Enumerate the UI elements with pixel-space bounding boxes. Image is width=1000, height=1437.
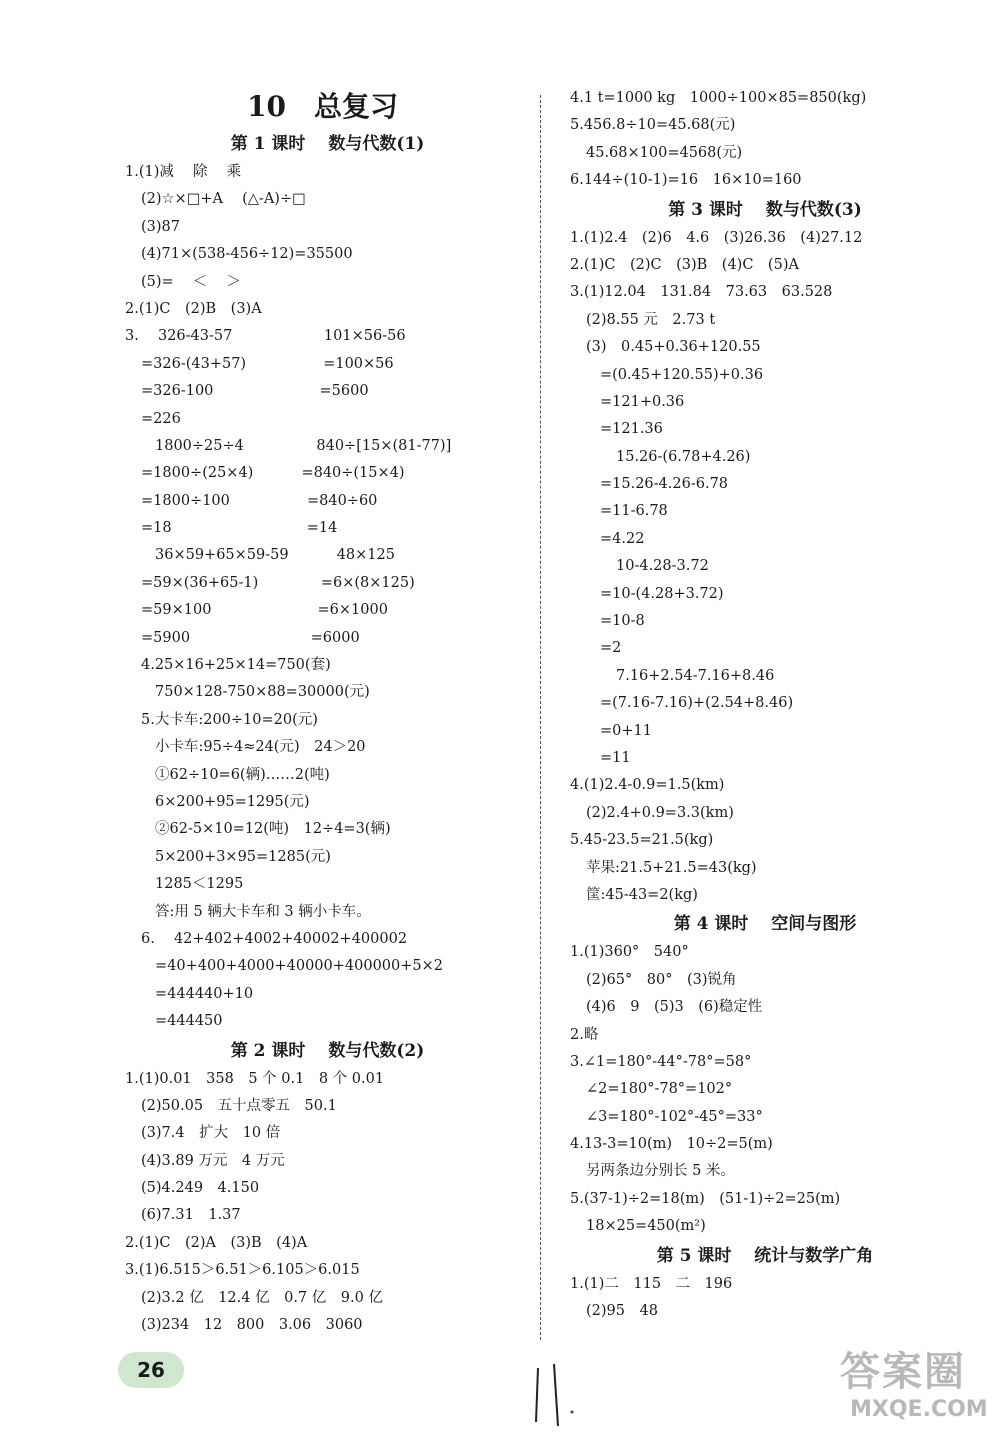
answer-line: =5900 =6000 [141,629,360,646]
section-heading: 第 3 课时 数与代数(3) [668,199,862,220]
answer-line: 5.45-23.5=21.5(kg) [570,832,714,849]
answer-line: =226 [141,410,181,427]
answer-line: (2)3.2 亿 12.4 亿 0.7 亿 9.0 亿 [141,1289,383,1306]
pen-scribble-mark [520,1360,580,1430]
answer-line: 6.144÷(10-1)=16 16×10=160 [570,172,802,189]
answer-line: =444450 [155,1013,223,1030]
answer-line: 4.25×16+25×14=750(套) [141,657,331,674]
section-heading: 第 4 课时 空间与图形 [673,914,857,935]
answer-line: =1800÷(25×4) =840÷(15×4) [141,465,405,482]
column-divider [540,95,541,1340]
answer-line: =10-(4.28+3.72) [600,585,724,602]
answer-line: =11 [600,749,631,766]
answer-line: 2.(1)C (2)A (3)B (4)A [125,1234,308,1251]
answer-line: =59×(36+65-1) =6×(8×125) [141,574,415,591]
answer-line: 4.1 t=1000 kg 1000÷100×85=850(kg) [570,90,867,106]
answer-line: (4)71×(538-456÷12)=35500 [141,246,353,263]
answer-line: (3) 0.45+0.36+120.55 [586,339,761,356]
answer-line: =0+11 [600,722,652,739]
answer-line: 2.略 [570,1026,599,1043]
watermark-url: MXQE.COM [850,1397,988,1422]
answer-line: (4)3.89 万元 4 万元 [141,1152,285,1169]
answer-line: =(7.16-7.16)+(2.54+8.46) [600,695,794,712]
answer-line: 45.68×100=4568(元) [586,144,743,161]
answer-line: (5)4.249 4.150 [141,1180,260,1197]
answer-line: (3)87 [141,218,180,235]
answer-line: =(0.45+120.55)+0.36 [600,366,764,383]
answer-line: 1.(1)二 115 二 196 [570,1275,733,1292]
page-number: 26 [118,1352,184,1388]
answer-line: =121+0.36 [600,393,685,410]
answer-line: 3.(1)12.04 131.84 73.63 63.528 [570,284,833,301]
section-heading: 第 1 课时 数与代数(1) [230,134,425,154]
section-heading: 第 5 课时 统计与数学广角 [656,1245,874,1266]
watermark [840,1348,1000,1437]
answer-line: 7.16+2.54-7.16+8.46 [616,667,775,684]
answer-line: ②62-5×10=12(吨) 12÷4=3(辆) [155,821,391,838]
answer-line: (4)6 9 (5)3 (6)稳定性 [586,999,763,1016]
answer-line: ∠2=180°-78°=102° [586,1081,733,1098]
answer-line: ∠3=180°-102°-45°=33° [586,1108,763,1125]
answer-line: 5×200+3×95=1285(元) [155,848,331,865]
watermark-logo: 答案圈 [840,1349,966,1395]
answer-line: 6. 42+402+4002+40002+400002 [141,930,408,947]
answer-line: =1800÷100 =840÷60 [141,492,378,509]
answer-line: =11-6.78 [600,503,668,520]
answer-line: 5.大卡车:200÷10=20(元) [141,711,318,728]
answer-line: (2)50.05 五十点零五 50.1 [141,1097,337,1114]
answer-line: 筐:45-43=2(kg) [586,886,698,903]
answer-line: (2)☆×□+A (△-A)÷□ [141,191,306,208]
answer-line: 750×128-750×88=30000(元) [155,684,370,701]
answer-line: (2)65° 80° (3)锐角 [586,971,737,988]
answer-line: =15.26-4.26-6.78 [600,476,729,493]
answer-line: =40+400+4000+40000+400000+5×2 [155,958,444,975]
answer-line: =326-(43+57) =100×56 [141,355,394,372]
section-heading: 第 2 课时 数与代数(2) [230,1040,425,1061]
answer-line: 5.456.8÷10=45.68(元) [570,117,736,134]
left-column [125,85,530,1339]
answer-line: 10-4.28-3.72 [616,558,709,575]
answer-line: (2)95 48 [586,1303,658,1320]
answer-line: 4.13-3=10(m) 10÷2=5(m) [570,1136,773,1153]
right-column [570,85,960,1325]
answer-line: =4.22 [600,530,645,547]
answer-line: 15.26-(6.78+4.26) [616,448,751,465]
answer-line: 2.(1)C (2)C (3)B (4)C (5)A [570,256,799,273]
answer-line: 1285＜1295 [155,876,244,893]
answer-line: 4.(1)2.4-0.9=1.5(km) [570,777,725,794]
answer-line: 答:用 5 辆大卡车和 3 辆小卡车。 [155,903,371,920]
answer-line: 小卡车:95÷4≈24(元) 24＞20 [155,739,366,756]
answer-line: (2)8.55 元 2.73 t [586,311,716,328]
answer-line: 18×25=450(m²) [586,1218,706,1235]
answer-line: 1.(1)2.4 (2)6 4.6 (3)26.36 (4)27.12 [570,229,863,246]
answer-line: =121.36 [600,421,663,438]
answer-line: =444440+10 [155,985,254,1002]
page-title: 10 总复习 [247,90,398,123]
answer-line: 1.(1)减 除 乘 [125,164,242,180]
answer-line: 6×200+95=1295(元) [155,793,310,810]
answer-line: (2)2.4+0.9=3.3(km) [586,804,734,821]
answer-line: (5)= ＜ ＞ [141,273,241,290]
answer-line: 1.(1)0.01 358 5 个 0.1 8 个 0.01 [125,1070,385,1087]
answer-line: =59×100 =6×1000 [141,602,388,619]
answer-line: 3.(1)6.515＞6.51＞6.105＞6.015 [125,1262,360,1279]
answer-line: ①62÷10=6(辆)……2(吨) [155,766,330,783]
answer-line: 5.(37-1)÷2=18(m) (51-1)÷2=25(m) [570,1190,841,1207]
answer-line: =2 [600,640,622,657]
answer-line: =18 =14 [141,520,338,537]
answer-line: 36×59+65×59-59 48×125 [155,547,395,564]
answer-line: 3. 326-43-57 101×56-56 [125,328,406,345]
answer-line: 苹果:21.5+21.5=43(kg) [586,859,757,876]
answer-line: (3)234 12 800 3.06 3060 [141,1317,363,1334]
answer-line: (6)7.31 1.37 [141,1207,241,1224]
answer-line: 2.(1)C (2)B (3)A [125,300,262,317]
answer-line: 1.(1)360° 540° [570,944,689,961]
answer-line: =10-8 [600,613,645,630]
answer-line: =326-100 =5600 [141,383,369,400]
answer-line: 3.∠1=180°-44°-78°=58° [570,1053,752,1070]
answer-line: 1800÷25÷4 840÷[15×(81-77)] [155,437,452,454]
answer-line: 另两条边分别长 5 米。 [586,1163,735,1180]
answer-line: (3)7.4 扩大 10 倍 [141,1125,281,1142]
